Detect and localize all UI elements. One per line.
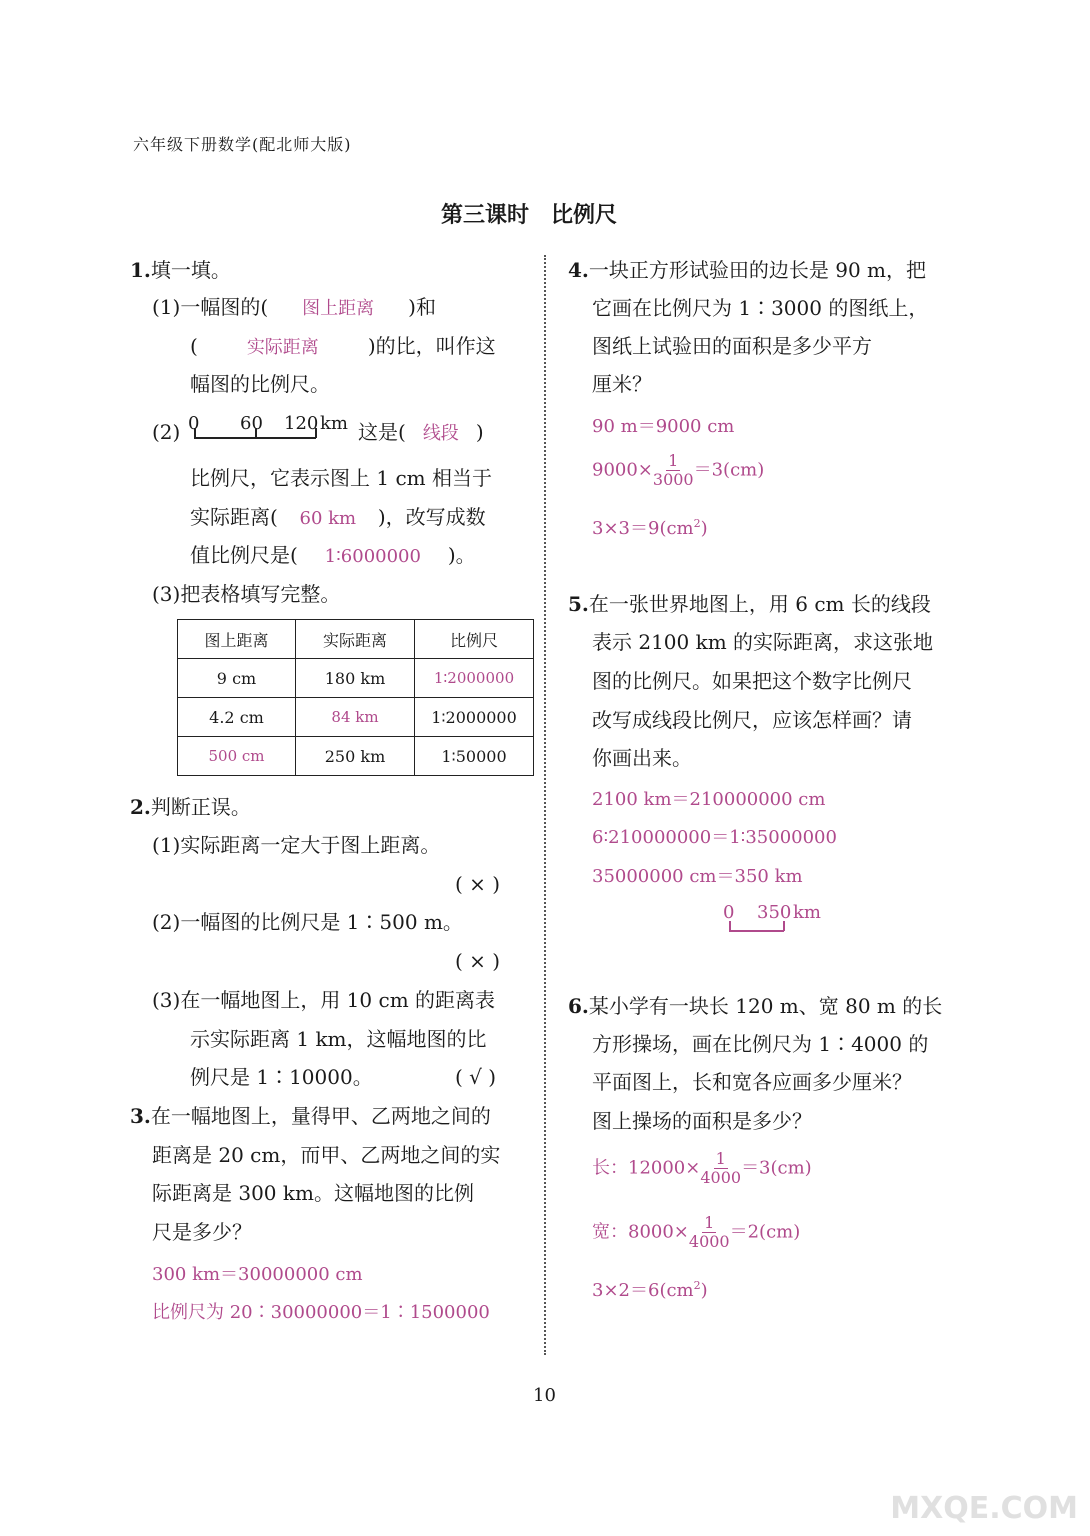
column-divider [544, 255, 546, 1355]
q4-answer-2 [592, 452, 764, 489]
scale-tick-0 [194, 428, 196, 438]
q1-p2-line2: 比例尺，它表示图上 1 cm 相当于 [190, 466, 492, 490]
lesson-title: 第三课时 比例尺 [441, 203, 618, 228]
q4-a3: 3×3＝9(cm [592, 518, 694, 539]
q3-text-1: 在一幅地图上，量得甲、乙两地之间的 [150, 1104, 491, 1128]
q6-answer-1 [592, 1150, 812, 1187]
q1-p2-g: 值比例尺是( [190, 543, 298, 567]
q4-a3-end: ) [700, 518, 708, 539]
page-header: 六年级下册数学(配北师大版) [133, 135, 352, 154]
q1-p2-c: ) [475, 420, 484, 444]
q1-p3: (3)把表格填写完整。 [152, 582, 341, 606]
q5-scale-label-0: 0 [723, 902, 735, 923]
q4-answer-3 [592, 514, 708, 540]
q6-number: 6. [568, 994, 589, 1018]
q2-heading [130, 795, 251, 819]
q6-line4: 图上操场的面积是多少？ [592, 1109, 812, 1133]
q4-line4: 厘米？ [592, 372, 652, 396]
q3-line2: 距离是 20 cm，而甲、乙两地之间的实 [152, 1143, 501, 1167]
q5-line2: 表示 2100 km 的实际距离，求这张地 [592, 630, 934, 654]
q2-p3-line2: 示实际距离 1 km，这幅地图的比 [190, 1027, 487, 1051]
q5-line4: 改写成线段比例尺，应该怎样画？请 [592, 708, 912, 732]
q5-answer-3: 35000000 cm＝350 km [592, 866, 803, 887]
q1-text: 填一填。 [150, 258, 231, 282]
q3-number: 3. [130, 1104, 151, 1128]
q6-line3: 平面图上，长和宽各应画多少厘米？ [592, 1070, 912, 1094]
q1-p2-f: )，改写成数 [377, 505, 486, 529]
scale-label-0: 0 [188, 413, 200, 434]
q1-p1-line2 [190, 334, 496, 360]
table-header: 实际距离 [296, 620, 415, 659]
q1-p2-answer2: 60 km [299, 508, 357, 529]
q3-answer-2: 比例尺为 20∶30000000＝1∶1500000 [152, 1302, 490, 1323]
q1-p1-answer2: 实际距离 [246, 337, 319, 358]
scale-label-60: 60 [240, 413, 263, 434]
q5-text-1: 在一张世界地图上，用 6 cm 长的线段 [588, 592, 931, 616]
q5-scale-unit: km [793, 902, 821, 923]
q3-line1 [130, 1104, 491, 1128]
q1-p2-line3 [190, 505, 486, 531]
scale-tick-120 [315, 428, 317, 438]
q6-a2-post: ＝2(cm) [729, 1221, 801, 1243]
q4-line2: 它画在比例尺为 1∶3000 的图纸上， [592, 296, 929, 320]
q1-p1-answer1: 图上距离 [302, 298, 375, 319]
table-row [178, 698, 534, 737]
q2-p3-line1: (3)在一幅地图上，用 10 cm 的距离表 [152, 988, 496, 1012]
fraction [653, 452, 694, 489]
q2-p2-answer: ( × ) [455, 949, 501, 973]
q6-text-1: 某小学有一块长 120 m、宽 80 m 的长 [588, 994, 943, 1018]
q1-number: 1. [130, 258, 151, 282]
table-row [178, 737, 534, 776]
table-cell: 1∶50000 [415, 737, 534, 776]
table-row [178, 659, 534, 698]
q5-scale-tick-0 [729, 921, 731, 931]
q1-heading [130, 258, 231, 282]
q3-line3: 际距离是 300 km。这幅地图的比例 [152, 1181, 474, 1205]
q5-answer-1: 2100 km＝210000000 cm [592, 789, 826, 810]
q1-p2-line4 [190, 543, 476, 569]
q4-number: 4. [568, 258, 589, 282]
q1-p2-answer3: 1∶6000000 [324, 546, 421, 567]
q1-p1-line3: 幅图的比例尺。 [190, 372, 330, 396]
q6-a3: 3×2＝6(cm [592, 1280, 694, 1301]
q6-a3-end: ) [700, 1280, 708, 1301]
q2-p3-line3: 例尺是 1∶10000。 [190, 1065, 373, 1089]
q6-a2-pre: 宽：8000× [592, 1221, 689, 1243]
fraction-denominator: 4000 [688, 1232, 730, 1251]
q1-p2-e: 实际距离( [190, 505, 278, 529]
table-cell: 1∶2000000 [415, 698, 534, 737]
q1-p2-b: 这是( [358, 420, 406, 444]
q5-line5: 你画出来。 [592, 746, 692, 770]
q6-answer-2 [592, 1214, 800, 1251]
fraction-numerator: 1 [715, 1149, 726, 1168]
q6-a1-post: ＝3(cm) [741, 1157, 812, 1179]
table-cell: 4.2 cm [178, 698, 296, 737]
q4-answer-1: 90 m＝9000 cm [592, 416, 735, 437]
q2-p2: (2)一幅图的比例尺是 1∶500 m。 [152, 910, 463, 934]
table-cell: 9 cm [178, 659, 296, 698]
q6-line2: 方形操场，画在比例尺为 1∶4000 的 [592, 1032, 929, 1056]
q6-line1 [568, 994, 942, 1018]
table-header: 图上距离 [178, 620, 296, 659]
q2-p1: (1)实际距离一定大于图上距离。 [152, 833, 441, 857]
table-cell-answer: 1∶2000000 [415, 659, 534, 698]
q1-p2-label: (2) [152, 420, 181, 444]
q5-scale-line [729, 930, 784, 932]
q5-scale-tick-350 [783, 921, 785, 931]
fraction-numerator: 1 [668, 451, 679, 470]
table-header-row [178, 620, 534, 659]
q4-a2-pre: 9000× [592, 459, 653, 481]
q1-p1-line1 [152, 295, 436, 321]
q2-p1-answer: ( × ) [455, 872, 501, 896]
q1-p1-b: )和 [408, 295, 436, 319]
q4-a2-post: ＝3(cm) [693, 459, 765, 481]
scale-unit: km [320, 413, 348, 434]
fraction-denominator: 4000 [700, 1168, 742, 1187]
q3-answer-1: 300 km＝30000000 cm [152, 1264, 363, 1285]
q3-line4: 尺是多少？ [152, 1220, 252, 1244]
scale-tick-60 [255, 428, 257, 438]
table-cell-answer: 84 km [296, 698, 415, 737]
q2-p3-answer: ( √ ) [455, 1065, 497, 1089]
q1-p2-answer1: 线段 [422, 423, 459, 444]
q1-p2-line1 [358, 420, 484, 446]
q5-scale-label-350: 350 [757, 902, 792, 923]
q1-p1-c: ( [190, 334, 198, 358]
table-cell-answer: 500 cm [178, 737, 296, 776]
scale-label-120: 120 [284, 413, 319, 434]
q1-p2-h: )。 [447, 543, 476, 567]
page-number: 10 [533, 1385, 556, 1406]
q5-line3: 图的比例尺。如果把这个数字比例尺 [592, 669, 912, 693]
q5-line1 [568, 592, 931, 616]
q6-a1-pre: 长：12000× [592, 1157, 701, 1179]
table-cell: 180 km [296, 659, 415, 698]
table-header: 比例尺 [415, 620, 534, 659]
q4-text-1: 一块正方形试验田的边长是 90 m，把 [588, 258, 927, 282]
q5-answer-2: 6∶210000000＝1∶35000000 [592, 827, 837, 848]
q5-number: 5. [568, 592, 589, 616]
fraction-denominator: 3000 [652, 470, 694, 489]
q1-p1-d: )的比，叫作这 [367, 334, 496, 358]
q4-line3: 图纸上试验田的面积是多少平方 [592, 334, 872, 358]
q4-line1 [568, 258, 926, 282]
q6-a3-sup: 2 [693, 1279, 701, 1292]
q6-answer-3 [592, 1276, 708, 1302]
q4-a3-sup: 2 [693, 517, 701, 530]
watermark: MXQE.COM [890, 1491, 1078, 1526]
q2-text: 判断正误。 [150, 795, 251, 819]
scale-table [177, 619, 534, 776]
fraction [700, 1150, 741, 1187]
q1-p1-a: (1)一幅图的( [152, 295, 269, 319]
fraction-numerator: 1 [704, 1213, 715, 1232]
table-cell: 250 km [296, 737, 415, 776]
fraction [689, 1214, 730, 1251]
q2-number: 2. [130, 795, 151, 819]
